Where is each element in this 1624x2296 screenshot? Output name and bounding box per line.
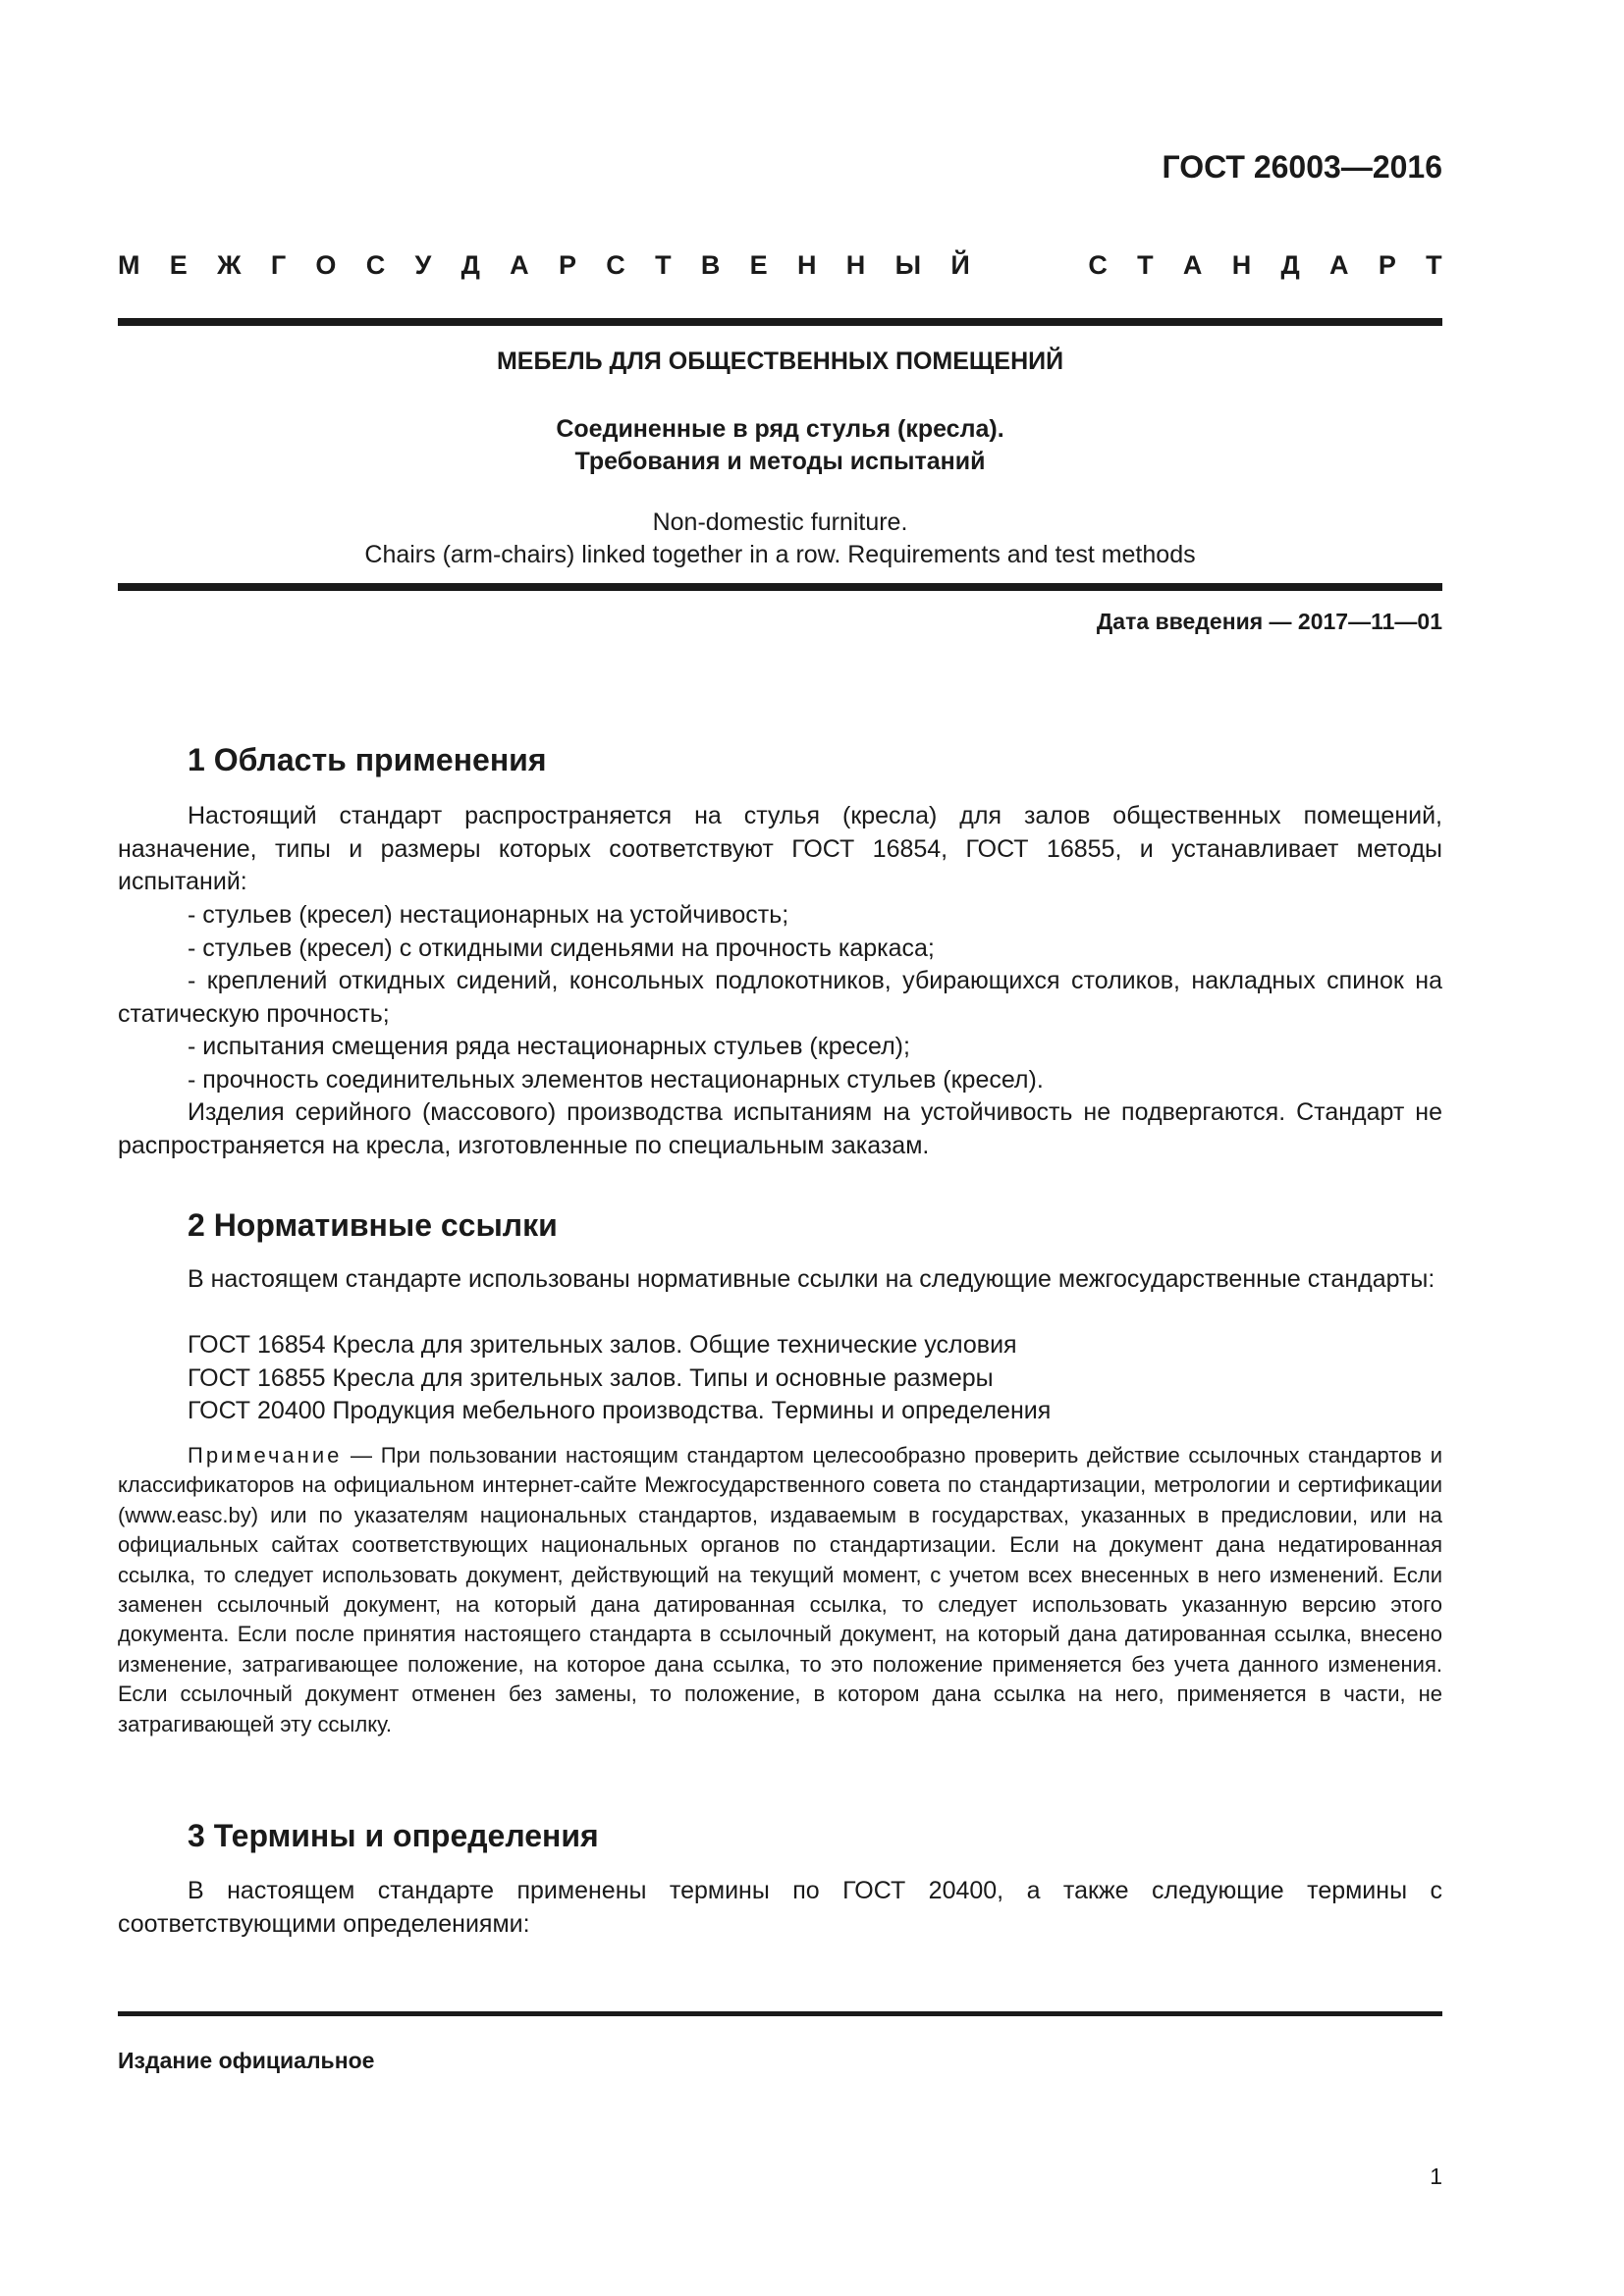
introduction-date: Дата введения — 2017—11—01: [1096, 609, 1442, 634]
banner-letter: А: [1182, 250, 1203, 280]
paragraph: В настоящем стандарте применены термины по ГОСТ 20400, а также следующие термины с соответствующими определениями:: [118, 1877, 1442, 1938]
paragraph: Настоящий стандарт распространяется на стулья (кресла) для залов общественных помещений, назначение, типы и размеры которых соответствуют ГОСТ 16854, ГОСТ 16855, и устанавливает методы испытаний:: [118, 802, 1442, 895]
banner-letter: М: [118, 250, 140, 280]
banner-letter: Р: [558, 250, 576, 280]
section-heading: 3 Термины и определения: [188, 1818, 599, 1853]
reference-item: ГОСТ 16854 Кресла для зрительных залов. Общие технические условия: [188, 1331, 1017, 1359]
banner-letter: Н: [845, 250, 866, 280]
standard-id: ГОСТ 26003—2016: [1162, 149, 1442, 185]
edition-label: Издание официальное: [118, 2048, 375, 2073]
list-item: - прочность соединительных элементов нестационарных стульев (кресел).: [188, 1066, 1044, 1094]
banner-letter: Е: [749, 250, 768, 280]
document-subtitle: [118, 413, 1442, 478]
paragraph: В настоящем стандарте использованы нормативные ссылки на следующие межгосударственные стандарты:: [188, 1265, 1435, 1293]
note: [118, 1441, 1442, 1739]
subtitle-line: Требования и методы испытаний: [574, 448, 986, 475]
banner-letter: О: [315, 250, 337, 280]
banner-letter: Ы: [894, 250, 922, 280]
banner-letter: Т: [1137, 250, 1154, 280]
subtitle-line: Соединенные в ряд стулья (кресла).: [556, 415, 1004, 443]
note-label: Примечание: [188, 1443, 343, 1468]
banner-letter: Р: [1378, 250, 1396, 280]
english-title-line: Non-domestic furniture.: [652, 508, 908, 536]
list-item: - испытания смещения ряда нестационарных стульев (кресел);: [188, 1033, 910, 1060]
reference-item: ГОСТ 16855 Кресла для зрительных залов. Типы и основные размеры: [188, 1364, 994, 1392]
header-rule-top: [118, 318, 1442, 326]
banner-letter: У: [414, 250, 432, 280]
banner-letter: С: [606, 250, 625, 280]
page-number: 1: [1430, 2163, 1442, 2189]
banner-letter: Г: [270, 250, 287, 280]
banner-letter: С: [1088, 250, 1108, 280]
banner-letter: Д: [1280, 250, 1300, 280]
english-title: [118, 507, 1442, 571]
banner-letter: Е: [169, 250, 188, 280]
banner-letter: А: [510, 250, 529, 280]
section-heading: 2 Нормативные ссылки: [188, 1207, 558, 1243]
section-heading: 1 Область применения: [188, 742, 547, 777]
document-title: МЕБЕЛЬ ДЛЯ ОБЩЕСТВЕННЫХ ПОМЕЩЕНИЙ: [496, 347, 1064, 375]
reference-item: ГОСТ 20400 Продукция мебельного производства. Термины и определения: [188, 1397, 1052, 1424]
header-rule-bottom: [118, 583, 1442, 591]
banner-letter: Т: [655, 250, 672, 280]
banner-letter: Й: [950, 250, 970, 280]
banner-letter: Д: [460, 250, 480, 280]
banner-letter: Н: [1231, 250, 1252, 280]
banner-letter: Ж: [217, 250, 242, 280]
interstate-standard-banner: [118, 250, 1442, 281]
banner-letter: А: [1329, 250, 1349, 280]
english-title-line: Chairs (arm-chairs) linked together in a row. Requirements and test methods: [364, 541, 1196, 568]
list-item: - креплений откидных сидений, консольных подлокотников, убирающихся столиков, накладных спинок на статическую прочность;: [118, 967, 1442, 1028]
banner-letter: В: [700, 250, 721, 280]
list-item: - стульев (кресел) нестационарных на устойчивость;: [188, 901, 789, 929]
banner-letter: Н: [796, 250, 817, 280]
banner-letter: С: [365, 250, 386, 280]
paragraph: Изделия серийного (массового) производства испытаниям на устойчивость не подвергаются. Стандарт не распространяется на кресла, изготовленные по специальным заказам.: [118, 1098, 1442, 1159]
list-item: - стульев (кресел) с откидными сиденьями на прочность каркаса;: [188, 934, 935, 962]
banner-letter: Т: [1426, 250, 1442, 280]
note-text: — При пользовании настоящим стандартом целесообразно проверить действие ссылочных стандартов и классификаторов на официальном интернет-сайте Межгосударственного совета по стандартизации, метрологии и сертификации (www.easc.by) или по указателям национальных стандартов, издаваемым в государствах, указанных в предисловии, или на официальных сайтах соответствующих национальных органов по стандартизации. Если на документ дана недатированная ссылка, то следует использовать документ, действующий на текущий момент, с учетом всех внесенных в него изменений. Если заменен ссылочный документ, на который дана датированная ссылка, то следует использовать указанную версию этого документа. Если после принятия настоящего стандарта в ссылочный документ, на который дана датированная ссылка, внесено изменение, затрагивающее положение, на которое дана ссылка, то это положение применяется без учета данного изменения. Если ссылочный документ отменен без замены, то положение, в котором дана ссылка на него, применяется в части, не затрагивающей эту ссылку.: [118, 1443, 1442, 1736]
footer-rule: [118, 2011, 1442, 2016]
